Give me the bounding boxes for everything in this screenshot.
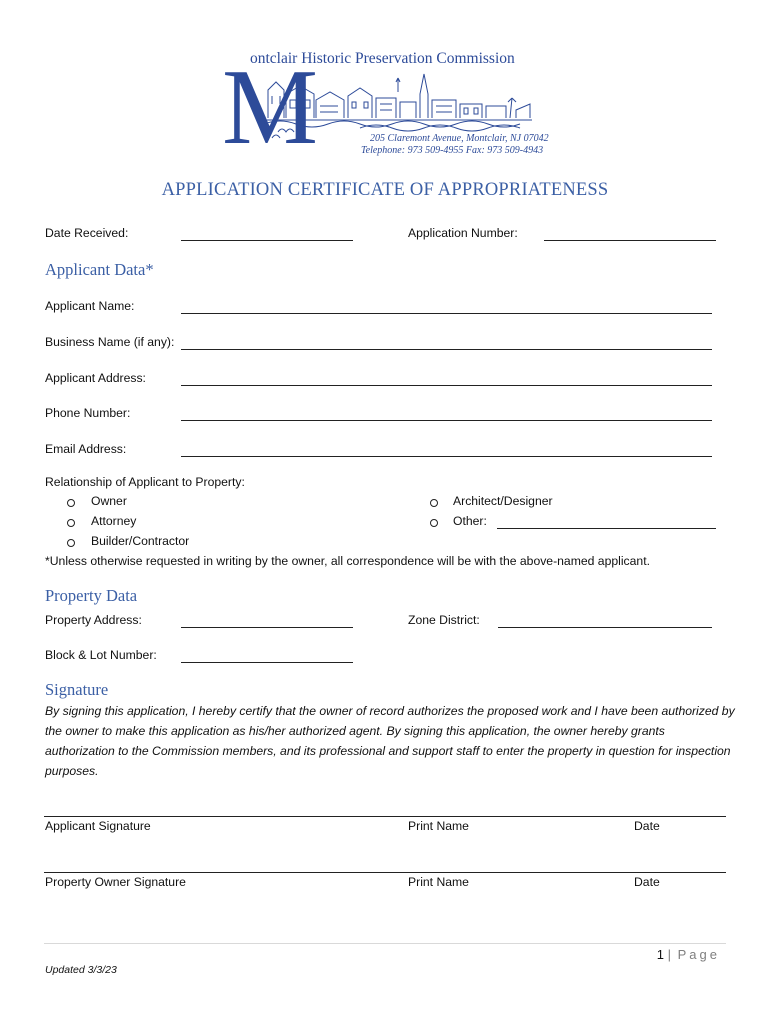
architect-checkbox[interactable] (430, 499, 438, 507)
owner-signature-label: Property Owner Signature (45, 875, 186, 889)
date-received-field[interactable] (181, 229, 353, 241)
footer-divider (44, 943, 726, 944)
owner-option-label: Owner (91, 494, 127, 508)
updated-date: Updated 3/3/23 (45, 964, 117, 976)
applicant-data-heading: Applicant Data* (45, 260, 154, 279)
zone-district-field[interactable] (498, 616, 712, 628)
signature-heading: Signature (45, 680, 109, 699)
page-number-value: 1 (656, 947, 664, 962)
applicant-date-label: Date (634, 819, 660, 833)
page-number (657, 947, 720, 962)
document-title: APPLICATION CERTIFICATE OF APPROPRIATENESS (161, 180, 609, 200)
commission-address: 205 Claremont Avenue, Montclair, NJ 07042 (370, 133, 549, 144)
applicant-signature-label: Applicant Signature (45, 819, 151, 833)
applicant-name-label: Applicant Name: (45, 299, 135, 313)
email-address-label: Email Address: (45, 442, 127, 456)
application-number-field[interactable] (544, 229, 716, 241)
owner-signature-line[interactable] (44, 872, 726, 873)
architect-option-label: Architect/Designer (453, 494, 553, 508)
property-data-heading: Property Data (45, 586, 138, 605)
authorization-paragraph: By signing this application, I hereby certify that the owner of record authorizes the proposed work and I have been authorized by the owner to make this application as his/her authorized agent. By signing this application, the owner hereby grants authorization to the Commission members, and its professional and support staff to enter the property in question for inspection purposes. (45, 704, 735, 778)
block-lot-field[interactable] (181, 651, 353, 663)
applicant-signature-line[interactable] (44, 816, 726, 817)
applicant-print-name-label: Print Name (408, 819, 469, 833)
applicant-name-field[interactable] (181, 302, 712, 314)
builder-option-label: Builder/Contractor (91, 534, 190, 548)
application-number-label: Application Number: (408, 226, 518, 240)
other-checkbox[interactable] (430, 519, 438, 527)
correspondence-note: *Unless otherwise requested in writing by the owner, all correspondence will be with the above-named applicant. (45, 554, 650, 568)
logo-initial: M (222, 48, 319, 160)
commission-phone: Telephone: 973 509-4955 Fax: 973 509-4943 (361, 145, 544, 156)
email-address-field[interactable] (181, 445, 712, 457)
applicant-address-label: Applicant Address: (45, 371, 146, 385)
page-separator: | (667, 947, 674, 962)
page-word: Page (677, 947, 720, 962)
business-name-label: Business Name (if any): (45, 335, 175, 349)
owner-date-label: Date (634, 875, 660, 889)
phone-number-field[interactable] (181, 409, 712, 421)
property-address-field[interactable] (181, 616, 353, 628)
relationship-label: Relationship of Applicant to Property: (45, 475, 245, 489)
owner-print-name-label: Print Name (408, 875, 469, 889)
attorney-option-label: Attorney (91, 514, 137, 528)
property-address-label: Property Address: (45, 613, 142, 627)
builder-checkbox[interactable] (67, 539, 75, 547)
phone-number-label: Phone Number: (45, 406, 131, 420)
business-name-field[interactable] (181, 338, 712, 350)
date-received-label: Date Received: (45, 226, 129, 240)
other-option-label: Other: (453, 514, 487, 528)
owner-checkbox[interactable] (67, 499, 75, 507)
other-field[interactable] (497, 517, 716, 529)
applicant-address-field[interactable] (181, 374, 712, 386)
block-lot-label: Block & Lot Number: (45, 648, 157, 662)
zone-district-label: Zone District: (408, 613, 480, 627)
attorney-checkbox[interactable] (67, 519, 75, 527)
commission-name: ontclair Historic Preservation Commission (250, 50, 515, 67)
